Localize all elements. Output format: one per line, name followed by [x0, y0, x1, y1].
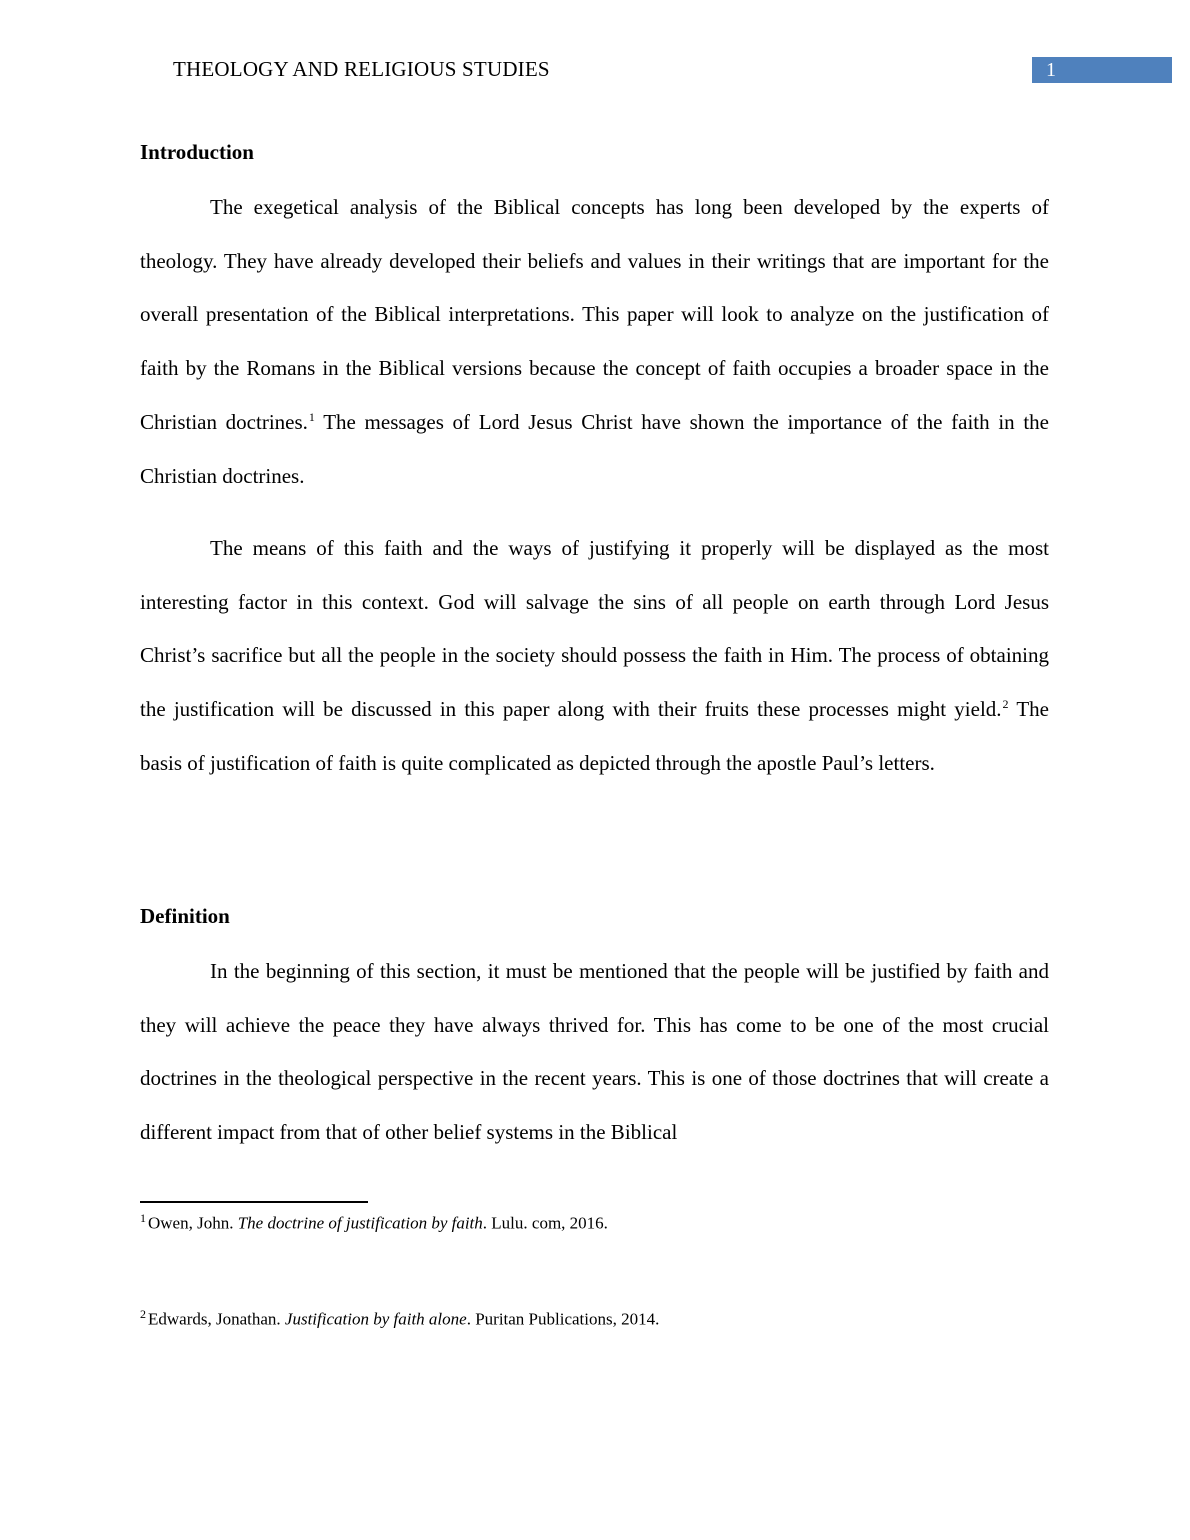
paragraph-text: The basis of justification of faith is quite complicated as depicted through the apostle Paul’s letters.: [140, 697, 1049, 775]
footnote-title: Justification by faith alone: [284, 1309, 467, 1329]
paragraph-text: The exegetical analysis of the Biblical concepts has long been developed by the experts of theology. They have already developed their beliefs and values in their writings that are important for the overall presentation of the Biblical interpretations. This paper will look to analyze on the justification of faith by the Romans in the Biblical versions because the concept of faith occupies a broader space in the Christian doctrines.: [140, 195, 1049, 434]
definition-paragraph-1: In the beginning of this section, it must be mentioned that the people will be justified by faith and they will achieve the peace they have always thrived for. This has come to be one of the most crucial doctrines in the theological perspective in the recent years. This is one of those doctrines that will create a different impact from that of other belief systems in the Biblical: [140, 959, 1049, 1145]
page-number-badge: [1032, 57, 1172, 83]
footnote-reference: 1: [308, 409, 315, 424]
footnote-title: The doctrine of justification by faith: [237, 1213, 483, 1233]
running-header-title: THEOLOGY AND RELIGIOUS STUDIES: [173, 57, 550, 81]
footnote-author: Edwards, Jonathan.: [148, 1309, 285, 1329]
footnote-number: 1: [140, 1211, 146, 1225]
section-heading-definition: Definition: [140, 904, 230, 928]
footnote-author: Owen, John.: [148, 1213, 238, 1233]
footnote-separator: [140, 1201, 368, 1203]
paragraph-text: The means of this faith and the ways of justifying it properly will be displayed as the most interesting factor in this context. God will salvage the sins of all people on earth through Lord Jesus Christ’s sacrifice but all the people in the society should possess the faith in Him. The process of obtaining the justification will be discussed in this paper along with their fruits these processes might yield.: [140, 536, 1049, 722]
paragraph-text: The messages of Lord Jesus Christ have shown the importance of the faith in the Christian doctrines.: [140, 409, 1049, 488]
introduction-paragraph-2: [140, 522, 1049, 791]
footnote-publication: . Puritan Publications, 2014.: [466, 1309, 660, 1329]
footnote-1: [140, 1211, 608, 1234]
section-heading-introduction: Introduction: [140, 140, 254, 164]
footnote-reference: 2: [1002, 697, 1009, 712]
footnote-publication: . Lulu. com, 2016.: [482, 1213, 608, 1233]
footnote-number: 2: [140, 1307, 146, 1321]
page-number: 1: [1046, 59, 1056, 81]
footnote-2: [140, 1307, 659, 1330]
introduction-paragraph-1: [140, 181, 1049, 503]
